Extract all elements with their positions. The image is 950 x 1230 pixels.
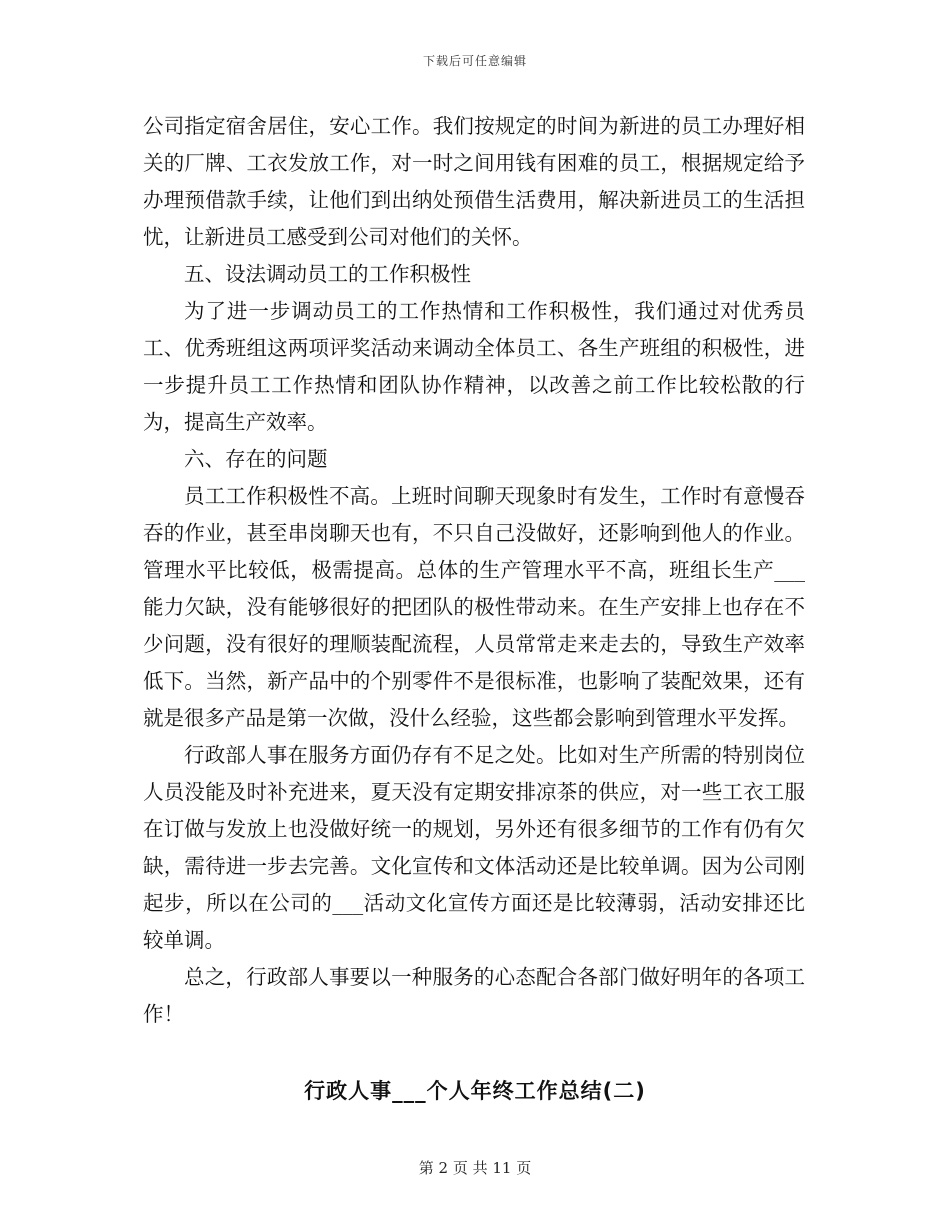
paragraph-conclusion: 总之，行政部人事要以一种服务的心态配合各部门做好明年的各项工作！ <box>143 965 805 1026</box>
section-title: 行政人事___个人年终工作总结(二) <box>304 1079 646 1103</box>
section-heading-five: 五、设法调动员工的工作积极性 <box>184 262 471 286</box>
paragraph-service: 行政部人事在服务方面仍存有不足之处。比如对生产所需的特别岗位人员没能及时补充进来，夏天没有定期安排凉茶的供应，对一些工衣工服在订做与发放上也没做好统一的规划，另外还有很多细节的工作有仍有欠缺，需待进一步去完善。文化宣传和文体活动还是比较单调。因为公司刚起步，所以在公司的___活动文化宣传方面还是比较薄弱，活动安排还比较单调。 <box>143 743 805 952</box>
paragraph-problems: 员工工作积极性不高。上班时间聊天现象时有发生，工作时有意慢吞吞的作业，甚至串岗聊天也有，不只自己没做好，还影响到他人的作业。管理水平比较低，极需提高。总体的生产管理水平不高，班组长生产___能力欠缺，没有能够很好的把团队的极性带动来。在生产安排上也存在不少问题，没有很好的理顺装配流程，人员常常走来走去的，导致生产效率低下。当然，新产品中的个别零件不是很标准，也影响了装配效果，还有就是很多产品是第一次做，没什么经验，这些都会影响到管理水平发挥。 <box>143 484 805 730</box>
page-number: 第 2 页 共 11 页 <box>418 1159 532 1177</box>
paragraph-motivation: 为了进一步调动员工的工作热情和工作积极性，我们通过对优秀员工、优秀班组这两项评奖活动来调动全体员工、各生产班组的积极性，进一步提升员工工作热情和团队协作精神，以改善之前工作比较松散的行为，提高生产效率。 <box>143 299 805 434</box>
paragraph-continuation: 公司指定宿舍居住，安心工作。我们按规定的时间为新进的员工办理好相关的厂牌、工衣发放工作，对一时之间用钱有困难的员工，根据规定给予办理预借款手续，让他们到出纳处预借生活费用，解决新进员工的生活担忧，让新进员工感受到公司对他们的关怀。 <box>143 114 805 249</box>
body-text <box>143 108 805 1033</box>
header-note: 下载后可任意编辑 <box>422 54 527 68</box>
section-heading-six: 六、存在的问题 <box>184 447 328 471</box>
